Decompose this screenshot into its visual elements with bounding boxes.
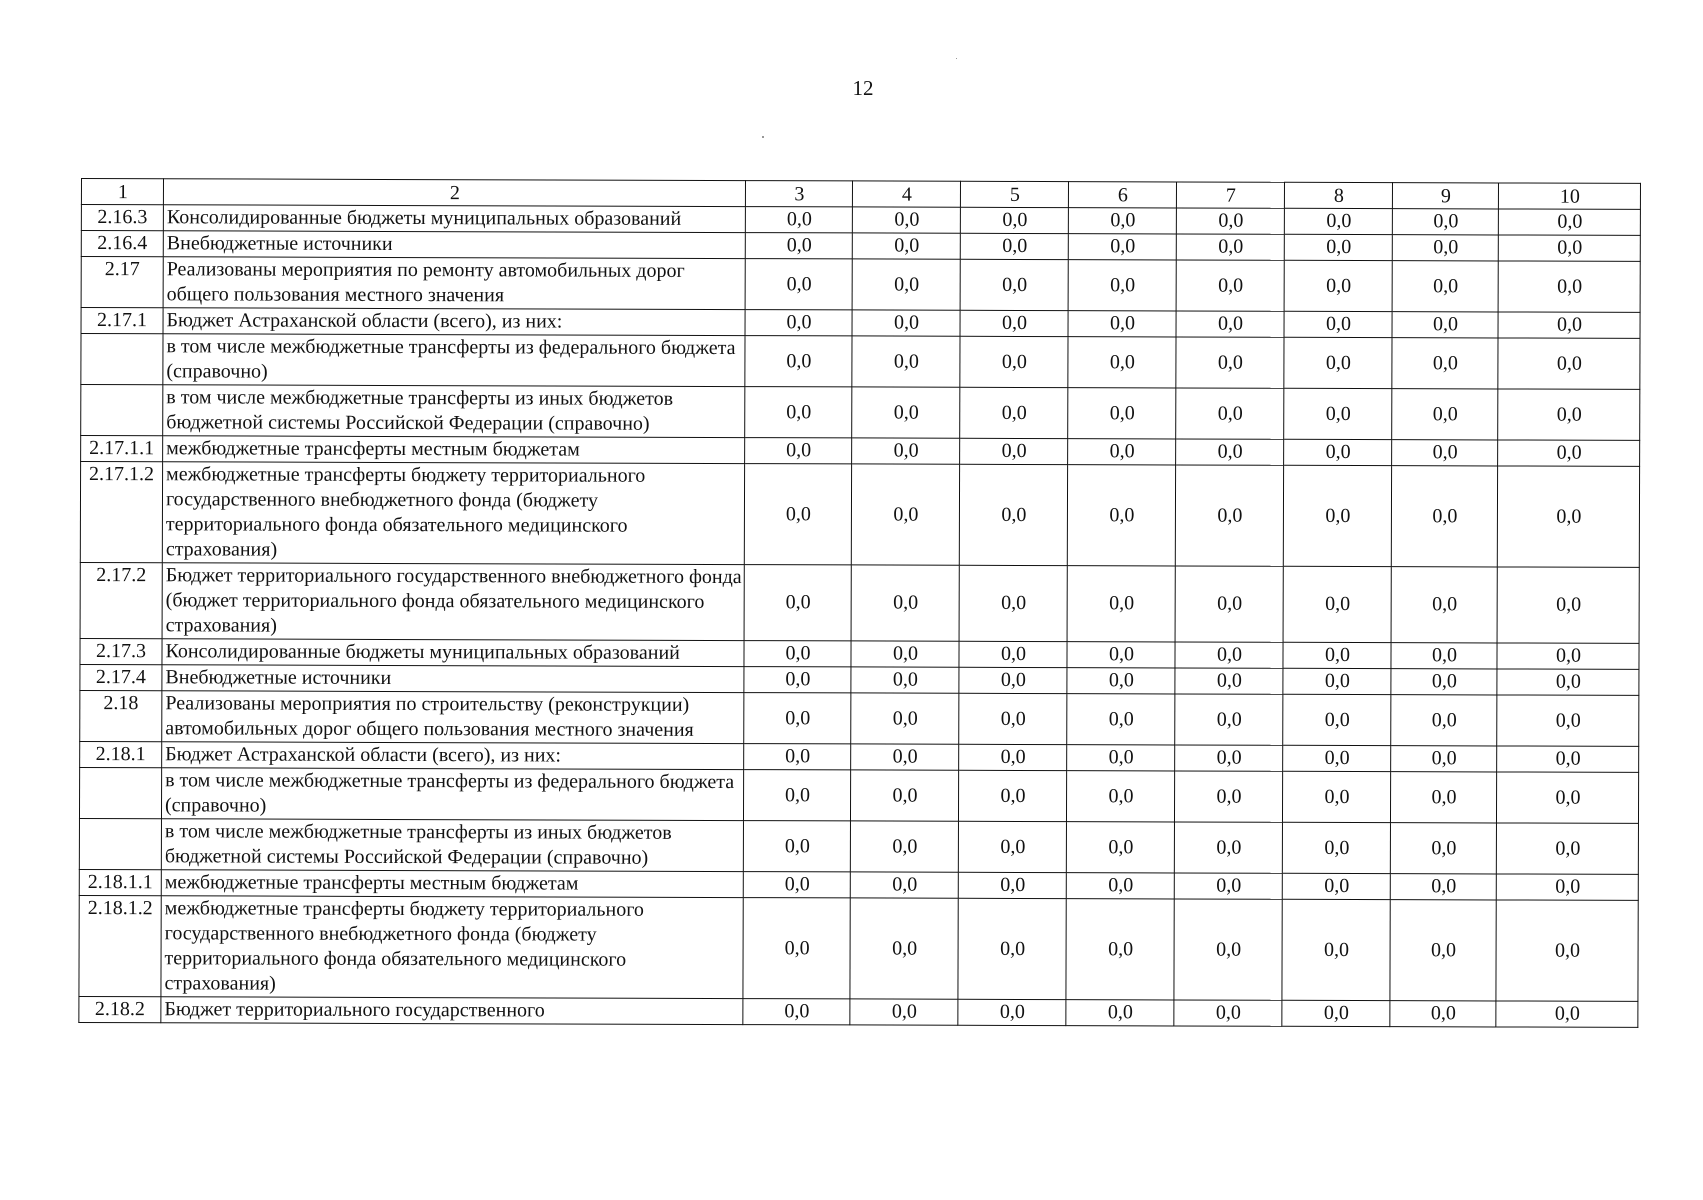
value-cell: 0,0 [1175, 566, 1283, 642]
row-name: Бюджет Астраханской области (всего), из них: [162, 742, 744, 770]
row-code: 2.18.1 [80, 741, 162, 767]
value-cell: 0,0 [744, 641, 851, 667]
value-cell: 0,0 [1176, 439, 1284, 465]
row-name: межбюджетные трансферты бюджету территориального государственного внебюджетного фонда (бюджету территориального фонда обязательного медицинского страхования) [161, 896, 743, 999]
value-cell: 0,0 [1283, 694, 1391, 745]
value-cell: 0,0 [959, 667, 1067, 693]
value-cell: 0,0 [958, 999, 1066, 1025]
value-cell: 0,0 [744, 693, 851, 744]
value-cell: 0,0 [1392, 261, 1498, 312]
value-cell: 0,0 [1282, 771, 1390, 822]
row-name: Внебюджетные источники [163, 231, 745, 259]
value-cell: 0,0 [1175, 668, 1283, 694]
row-name: в том числе межбюджетные трансферты из иных бюджетов бюджетной системы Российской Федерации (справочно) [161, 819, 743, 872]
value-cell: 0,0 [1498, 261, 1640, 312]
value-cell: 0,0 [1497, 643, 1639, 669]
column-header: 1 [81, 179, 163, 205]
value-cell: 0,0 [1068, 439, 1176, 465]
column-header: 2 [163, 179, 745, 207]
row-code: 2.18.1.1 [79, 869, 161, 895]
row-code: 2.17.1.2 [80, 462, 162, 563]
value-cell: 0,0 [1067, 668, 1175, 694]
row-code [81, 334, 163, 385]
value-cell: 0,0 [1390, 874, 1496, 900]
value-cell: 0,0 [1066, 822, 1174, 873]
value-cell: 0,0 [1497, 669, 1639, 695]
value-cell: 0,0 [1174, 873, 1282, 899]
value-cell: 0,0 [959, 464, 1067, 565]
value-cell: 0,0 [852, 233, 960, 259]
value-cell: 0,0 [852, 387, 960, 438]
value-cell: 0,0 [1067, 465, 1175, 566]
value-cell: 0,0 [745, 310, 852, 336]
value-cell: 0,0 [1497, 466, 1639, 567]
column-header: 9 [1392, 183, 1498, 209]
budget-table [78, 178, 1641, 1028]
value-cell: 0,0 [1392, 235, 1498, 261]
table-row [80, 562, 1639, 643]
value-cell: 0,0 [1390, 900, 1496, 1001]
column-header: 4 [852, 181, 960, 207]
value-cell: 0,0 [1174, 899, 1282, 1000]
value-cell: 0,0 [1284, 260, 1392, 311]
row-name: межбюджетные трансферты местным бюджетам [163, 436, 745, 464]
value-cell: 0,0 [1498, 312, 1640, 338]
row-name: Бюджет территориального государственного [161, 997, 743, 1025]
value-cell: 0,0 [1068, 337, 1176, 388]
value-cell: 0,0 [744, 565, 851, 641]
value-cell: 0,0 [1176, 388, 1284, 439]
value-cell: 0,0 [958, 898, 1066, 999]
value-cell: 0,0 [959, 565, 1067, 641]
value-cell: 0,0 [1067, 642, 1175, 668]
row-code [79, 767, 161, 818]
table-row [80, 462, 1639, 568]
table-row [79, 895, 1638, 1001]
row-code: 2.17.1.1 [81, 436, 163, 462]
row-code [79, 818, 161, 869]
value-cell: 0,0 [1496, 874, 1638, 900]
value-cell: 0,0 [1068, 208, 1176, 234]
table-row [80, 690, 1639, 746]
row-name: межбюджетные трансферты местным бюджетам [161, 870, 743, 898]
value-cell: 0,0 [1284, 208, 1392, 234]
value-cell: 0,0 [960, 336, 1068, 387]
value-cell: 0,0 [1282, 1000, 1390, 1026]
value-cell: 0,0 [850, 770, 958, 821]
row-code: 2.17.3 [80, 638, 162, 664]
value-cell: 0,0 [1283, 642, 1391, 668]
column-header: 6 [1068, 182, 1176, 208]
value-cell: 0,0 [744, 464, 851, 565]
row-name: Бюджет территориального государственного внебюджетного фонда (бюджет территориального фонда обязательного медицинского страхования) [162, 563, 744, 641]
column-header: 8 [1284, 182, 1392, 208]
value-cell: 0,0 [1282, 873, 1390, 899]
value-cell: 0,0 [852, 207, 960, 233]
value-cell: 0,0 [1068, 311, 1176, 337]
value-cell: 0,0 [743, 898, 850, 999]
value-cell: 0,0 [851, 667, 959, 693]
value-cell: 0,0 [1390, 823, 1496, 874]
table-body [79, 205, 1641, 1028]
value-cell: 0,0 [852, 310, 960, 336]
row-name: Реализованы мероприятия по ремонту автомобильных дорог общего пользования местного значения [163, 257, 745, 310]
value-cell: 0,0 [1174, 822, 1282, 873]
value-cell: 0,0 [1498, 389, 1640, 440]
value-cell: 0,0 [745, 259, 852, 310]
table-row [79, 996, 1638, 1027]
value-cell: 0,0 [1496, 823, 1638, 874]
value-cell: 0,0 [960, 259, 1068, 310]
value-cell: 0,0 [1391, 466, 1497, 567]
value-cell: 0,0 [743, 770, 850, 821]
scan-speck [762, 136, 764, 138]
value-cell: 0,0 [1174, 771, 1282, 822]
value-cell: 0,0 [850, 821, 958, 872]
value-cell: 0,0 [743, 821, 850, 872]
table-row [81, 385, 1640, 441]
value-cell: 0,0 [1067, 745, 1175, 771]
value-cell: 0,0 [1283, 668, 1391, 694]
value-cell: 0,0 [1283, 566, 1391, 642]
column-header: 5 [960, 181, 1068, 207]
value-cell: 0,0 [850, 999, 958, 1025]
row-code: 2.18 [80, 690, 162, 741]
value-cell: 0,0 [743, 872, 850, 898]
value-cell: 0,0 [1175, 642, 1283, 668]
value-cell: 0,0 [744, 667, 851, 693]
value-cell: 0,0 [959, 744, 1067, 770]
value-cell: 0,0 [852, 336, 960, 387]
value-cell: 0,0 [1496, 900, 1638, 1001]
value-cell: 0,0 [850, 898, 958, 999]
value-cell: 0,0 [1497, 746, 1639, 772]
value-cell: 0,0 [958, 872, 1066, 898]
value-cell: 0,0 [851, 641, 959, 667]
value-cell: 0,0 [1392, 312, 1498, 338]
value-cell: 0,0 [1284, 311, 1392, 337]
value-cell: 0,0 [1174, 1000, 1282, 1026]
value-cell: 0,0 [1498, 440, 1640, 466]
row-code: 2.18.2 [79, 996, 161, 1022]
value-cell: 0,0 [1391, 643, 1497, 669]
value-cell: 0,0 [851, 565, 959, 641]
value-cell: 0,0 [1496, 1001, 1638, 1027]
value-cell: 0,0 [1068, 260, 1176, 311]
value-cell: 0,0 [1497, 567, 1639, 643]
value-cell: 0,0 [744, 744, 851, 770]
value-cell: 0,0 [1284, 388, 1392, 439]
value-cell: 0,0 [1391, 669, 1497, 695]
value-cell: 0,0 [1068, 234, 1176, 260]
value-cell: 0,0 [960, 310, 1068, 336]
value-cell: 0,0 [1066, 873, 1174, 899]
row-code: 2.17 [81, 257, 163, 308]
table-row [81, 334, 1640, 390]
value-cell: 0,0 [958, 770, 1066, 821]
row-name: Консолидированные бюджеты муниципальных образований [163, 205, 745, 233]
value-cell: 0,0 [1284, 439, 1392, 465]
row-name: Внебюджетные источники [162, 665, 744, 693]
value-cell: 0,0 [1390, 772, 1496, 823]
row-code: 2.18.1.2 [79, 895, 161, 996]
value-cell: 0,0 [1284, 337, 1392, 388]
value-cell: 0,0 [851, 464, 959, 565]
row-code: 2.16.3 [81, 205, 163, 231]
column-header: 7 [1176, 182, 1284, 208]
value-cell: 0,0 [1175, 694, 1283, 745]
column-header: 3 [745, 181, 852, 207]
value-cell: 0,0 [958, 821, 1066, 872]
scan-speck [956, 58, 957, 59]
value-cell: 0,0 [745, 233, 852, 259]
value-cell: 0,0 [1390, 1001, 1496, 1027]
value-cell: 0,0 [852, 259, 960, 310]
page-number: 12 [852, 76, 874, 100]
row-name: в том числе межбюджетные трансферты из федерального бюджета (справочно) [161, 768, 743, 821]
value-cell: 0,0 [1498, 338, 1640, 389]
value-cell: 0,0 [1392, 389, 1498, 440]
value-cell: 0,0 [1498, 209, 1640, 235]
value-cell: 0,0 [1282, 822, 1390, 873]
value-cell: 0,0 [1068, 388, 1176, 439]
table-row [79, 767, 1638, 823]
value-cell: 0,0 [851, 744, 959, 770]
value-cell: 0,0 [852, 438, 960, 464]
row-name: в том числе межбюджетные трансферты из иных бюджетов бюджетной системы Российской Федерации (справочно) [163, 385, 745, 438]
value-cell: 0,0 [1176, 234, 1284, 260]
value-cell: 0,0 [1498, 235, 1640, 261]
value-cell: 0,0 [960, 438, 1068, 464]
column-header: 10 [1498, 183, 1640, 209]
row-name: Бюджет Астраханской области (всего), из них: [163, 308, 745, 336]
value-cell: 0,0 [960, 207, 1068, 233]
value-cell: 0,0 [1496, 772, 1638, 823]
value-cell: 0,0 [1497, 695, 1639, 746]
row-code [81, 385, 163, 436]
table-row [81, 257, 1640, 313]
value-cell: 0,0 [1176, 208, 1284, 234]
value-cell: 0,0 [1391, 567, 1497, 643]
value-cell: 0,0 [1283, 465, 1391, 566]
value-cell: 0,0 [1176, 337, 1284, 388]
value-cell: 0,0 [1066, 899, 1174, 1000]
row-code: 2.17.4 [80, 664, 162, 690]
value-cell: 0,0 [1391, 695, 1497, 746]
row-name: Реализованы мероприятия по строительству (реконструкции) автомобильных дорог общего пользования местного значения [162, 691, 744, 744]
row-name: межбюджетные трансферты бюджету территориального государственного внебюджетного фонда (бюджету территориального фонда обязательного медицинского страхования) [162, 462, 744, 565]
value-cell: 0,0 [1391, 746, 1497, 772]
value-cell: 0,0 [745, 336, 852, 387]
row-code: 2.17.2 [80, 562, 162, 638]
row-code: 2.16.4 [81, 231, 163, 257]
value-cell: 0,0 [745, 387, 852, 438]
value-cell: 0,0 [1392, 440, 1498, 466]
value-cell: 0,0 [1392, 338, 1498, 389]
value-cell: 0,0 [959, 641, 1067, 667]
value-cell: 0,0 [960, 233, 1068, 259]
value-cell: 0,0 [1067, 694, 1175, 745]
value-cell: 0,0 [959, 693, 1067, 744]
value-cell: 0,0 [1176, 260, 1284, 311]
value-cell: 0,0 [1283, 745, 1391, 771]
row-name: Консолидированные бюджеты муниципальных образований [162, 639, 744, 667]
value-cell: 0,0 [743, 999, 850, 1025]
value-cell: 0,0 [1066, 1000, 1174, 1026]
value-cell: 0,0 [1175, 745, 1283, 771]
value-cell: 0,0 [1282, 899, 1390, 1000]
value-cell: 0,0 [850, 872, 958, 898]
value-cell: 0,0 [745, 207, 852, 233]
table-row [79, 818, 1638, 874]
value-cell: 0,0 [851, 693, 959, 744]
value-cell: 0,0 [1066, 771, 1174, 822]
value-cell: 0,0 [1392, 209, 1498, 235]
value-cell: 0,0 [960, 387, 1068, 438]
value-cell: 0,0 [1176, 311, 1284, 337]
value-cell: 0,0 [745, 438, 852, 464]
row-name: в том числе межбюджетные трансферты из федерального бюджета (справочно) [163, 334, 745, 387]
row-code: 2.17.1 [81, 308, 163, 334]
value-cell: 0,0 [1067, 566, 1175, 642]
value-cell: 0,0 [1175, 465, 1283, 566]
value-cell: 0,0 [1284, 234, 1392, 260]
